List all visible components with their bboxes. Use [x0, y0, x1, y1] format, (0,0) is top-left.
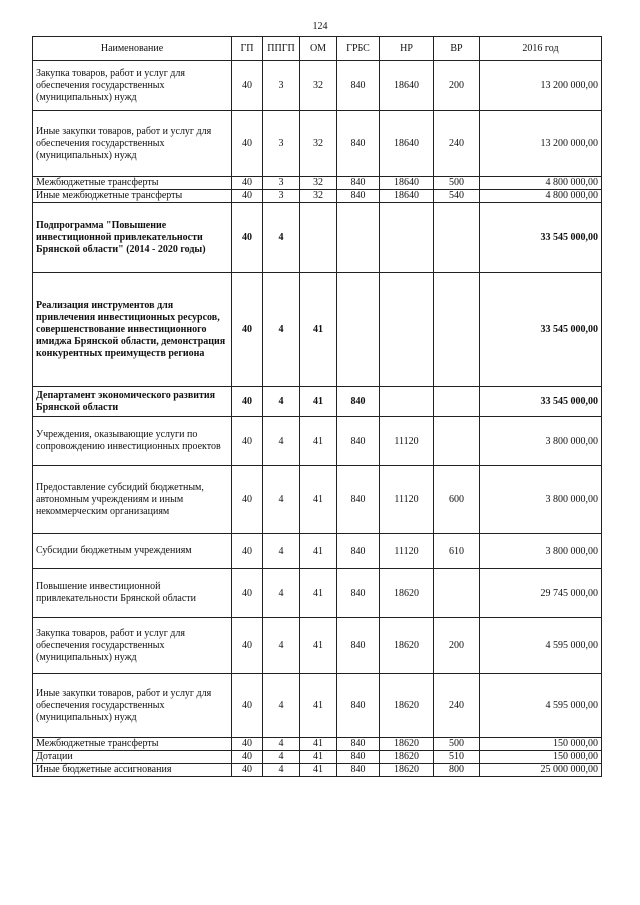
row-ppgp: 4 — [263, 674, 300, 738]
row-nr — [380, 387, 434, 417]
row-om: 32 — [300, 177, 337, 190]
row-om: 32 — [300, 190, 337, 203]
row-amount: 4 595 000,00 — [480, 618, 602, 674]
row-nr: 11120 — [380, 417, 434, 466]
row-nr: 18620 — [380, 618, 434, 674]
row-om: 41 — [300, 674, 337, 738]
row-ppgp: 4 — [263, 466, 300, 534]
row-gp: 40 — [232, 738, 263, 751]
row-vr: 600 — [434, 466, 480, 534]
row-grbs: 840 — [337, 751, 380, 764]
row-nr — [380, 203, 434, 273]
row-gp: 40 — [232, 466, 263, 534]
row-vr: 500 — [434, 177, 480, 190]
row-ppgp: 4 — [263, 203, 300, 273]
row-amount: 3 800 000,00 — [480, 534, 602, 569]
row-ppgp: 3 — [263, 177, 300, 190]
table-row-measure — [33, 273, 602, 387]
table-row — [33, 618, 602, 674]
table-row — [33, 738, 602, 751]
row-om: 41 — [300, 569, 337, 618]
table-row-subprogram — [33, 203, 602, 273]
row-ppgp: 4 — [263, 569, 300, 618]
table-row-department — [33, 387, 602, 417]
row-ppgp: 4 — [263, 273, 300, 387]
row-nr: 18640 — [380, 177, 434, 190]
row-ppgp: 4 — [263, 751, 300, 764]
row-ppgp: 4 — [263, 387, 300, 417]
row-ppgp: 4 — [263, 738, 300, 751]
row-gp: 40 — [232, 534, 263, 569]
row-ppgp: 3 — [263, 61, 300, 111]
table-row — [33, 417, 602, 466]
row-name: Дотации — [33, 751, 232, 764]
row-name: Реализация инструментов для привлечения инвестиционных ресурсов, совершенствование инвестиционного имиджа Брянской области, демонстрация конкурентных преимуществ региона — [33, 273, 232, 387]
row-nr: 18620 — [380, 764, 434, 777]
row-grbs: 840 — [337, 466, 380, 534]
row-vr: 200 — [434, 61, 480, 111]
row-nr: 11120 — [380, 466, 434, 534]
row-gp: 40 — [232, 387, 263, 417]
row-grbs: 840 — [337, 569, 380, 618]
row-gp: 40 — [232, 764, 263, 777]
table-row — [33, 61, 602, 111]
row-vr: 200 — [434, 618, 480, 674]
table-row — [33, 466, 602, 534]
row-amount: 150 000,00 — [480, 738, 602, 751]
table-row — [33, 674, 602, 738]
row-vr: 610 — [434, 534, 480, 569]
row-gp: 40 — [232, 203, 263, 273]
row-nr: 18620 — [380, 569, 434, 618]
row-vr: 510 — [434, 751, 480, 764]
row-amount: 33 545 000,00 — [480, 273, 602, 387]
row-name: Межбюджетные трансферты — [33, 738, 232, 751]
row-amount: 33 545 000,00 — [480, 203, 602, 273]
row-ppgp: 4 — [263, 534, 300, 569]
table-row — [33, 751, 602, 764]
row-grbs: 840 — [337, 738, 380, 751]
header-vr: ВР — [434, 37, 480, 61]
row-ppgp: 4 — [263, 417, 300, 466]
row-gp: 40 — [232, 618, 263, 674]
row-grbs: 840 — [337, 534, 380, 569]
row-amount: 3 800 000,00 — [480, 466, 602, 534]
row-name: Иные закупки товаров, работ и услуг для обеспечения государственных (муниципальных) нужд — [33, 111, 232, 177]
row-name: Закупка товаров, работ и услуг для обеспечения государственных (муниципальных) нужд — [33, 618, 232, 674]
header-year: 2016 год — [480, 37, 602, 61]
row-om: 41 — [300, 273, 337, 387]
row-amount: 29 745 000,00 — [480, 569, 602, 618]
row-gp: 40 — [232, 417, 263, 466]
row-name: Департамент экономического развития Брянской области — [33, 387, 232, 417]
row-om: 41 — [300, 417, 337, 466]
page-number: 124 — [312, 21, 328, 32]
row-gp: 40 — [232, 61, 263, 111]
row-name: Закупка товаров, работ и услуг для обеспечения государственных (муниципальных) нужд — [33, 61, 232, 111]
row-om: 41 — [300, 738, 337, 751]
header-name: Наименование — [33, 37, 232, 61]
row-name: Субсидии бюджетным учреждениям — [33, 534, 232, 569]
row-amount: 33 545 000,00 — [480, 387, 602, 417]
row-nr: 18640 — [380, 61, 434, 111]
row-om: 32 — [300, 61, 337, 111]
row-nr: 11120 — [380, 534, 434, 569]
row-om: 41 — [300, 751, 337, 764]
row-om: 41 — [300, 466, 337, 534]
row-grbs: 840 — [337, 61, 380, 111]
row-amount: 25 000 000,00 — [480, 764, 602, 777]
row-om: 41 — [300, 534, 337, 569]
table-header-row — [33, 37, 602, 61]
header-ppgp: ППГП — [263, 37, 300, 61]
row-vr — [434, 203, 480, 273]
row-name: Подпрограмма "Повышение инвестиционной привлекательности Брянской области" (2014 - 2020 годы) — [33, 203, 232, 273]
table-row — [33, 177, 602, 190]
row-name: Иные межбюджетные трансферты — [33, 190, 232, 203]
table-row — [33, 190, 602, 203]
row-grbs: 840 — [337, 177, 380, 190]
row-name: Межбюджетные трансферты — [33, 177, 232, 190]
row-grbs: 840 — [337, 190, 380, 203]
row-gp: 40 — [232, 111, 263, 177]
row-amount: 4 800 000,00 — [480, 190, 602, 203]
row-vr: 500 — [434, 738, 480, 751]
row-gp: 40 — [232, 190, 263, 203]
row-amount: 13 200 000,00 — [480, 61, 602, 111]
row-ppgp: 4 — [263, 618, 300, 674]
row-vr: 540 — [434, 190, 480, 203]
row-nr: 18620 — [380, 751, 434, 764]
row-nr — [380, 273, 434, 387]
row-amount: 3 800 000,00 — [480, 417, 602, 466]
row-om: 41 — [300, 387, 337, 417]
row-vr — [434, 273, 480, 387]
row-grbs: 840 — [337, 674, 380, 738]
row-grbs: 840 — [337, 764, 380, 777]
row-vr — [434, 387, 480, 417]
row-name: Предоставление субсидий бюджетным, автономным учреждениям и иным некоммерческим организациям — [33, 466, 232, 534]
budget-table — [32, 36, 602, 777]
header-om: ОМ — [300, 37, 337, 61]
row-name: Иные бюджетные ассигнования — [33, 764, 232, 777]
row-amount: 150 000,00 — [480, 751, 602, 764]
table-row — [33, 111, 602, 177]
row-nr: 18640 — [380, 111, 434, 177]
table-row — [33, 534, 602, 569]
row-name: Повышение инвестиционной привлекательности Брянской области — [33, 569, 232, 618]
row-gp: 40 — [232, 751, 263, 764]
row-grbs: 840 — [337, 618, 380, 674]
row-amount: 4 595 000,00 — [480, 674, 602, 738]
row-grbs: 840 — [337, 387, 380, 417]
row-om: 32 — [300, 111, 337, 177]
row-name: Учреждения, оказывающие услуги по сопровождению инвестиционных проектов — [33, 417, 232, 466]
row-grbs: 840 — [337, 417, 380, 466]
row-grbs: 840 — [337, 111, 380, 177]
row-grbs — [337, 203, 380, 273]
row-nr: 18620 — [380, 738, 434, 751]
row-ppgp: 4 — [263, 764, 300, 777]
row-gp: 40 — [232, 569, 263, 618]
row-gp: 40 — [232, 177, 263, 190]
table-row — [33, 764, 602, 777]
row-gp: 40 — [232, 674, 263, 738]
row-amount: 4 800 000,00 — [480, 177, 602, 190]
header-nr: НР — [380, 37, 434, 61]
row-gp: 40 — [232, 273, 263, 387]
table-row — [33, 569, 602, 618]
row-vr: 240 — [434, 674, 480, 738]
row-om: 41 — [300, 764, 337, 777]
row-om — [300, 203, 337, 273]
row-ppgp: 3 — [263, 111, 300, 177]
row-name: Иные закупки товаров, работ и услуг для обеспечения государственных (муниципальных) нужд — [33, 674, 232, 738]
row-amount: 13 200 000,00 — [480, 111, 602, 177]
header-grbs: ГРБС — [337, 37, 380, 61]
row-nr: 18620 — [380, 674, 434, 738]
row-vr — [434, 569, 480, 618]
header-gp: ГП — [232, 37, 263, 61]
row-grbs — [337, 273, 380, 387]
row-om: 41 — [300, 618, 337, 674]
row-vr: 800 — [434, 764, 480, 777]
row-ppgp: 3 — [263, 190, 300, 203]
row-nr: 18640 — [380, 190, 434, 203]
row-vr — [434, 417, 480, 466]
table-body — [33, 61, 602, 777]
row-vr: 240 — [434, 111, 480, 177]
